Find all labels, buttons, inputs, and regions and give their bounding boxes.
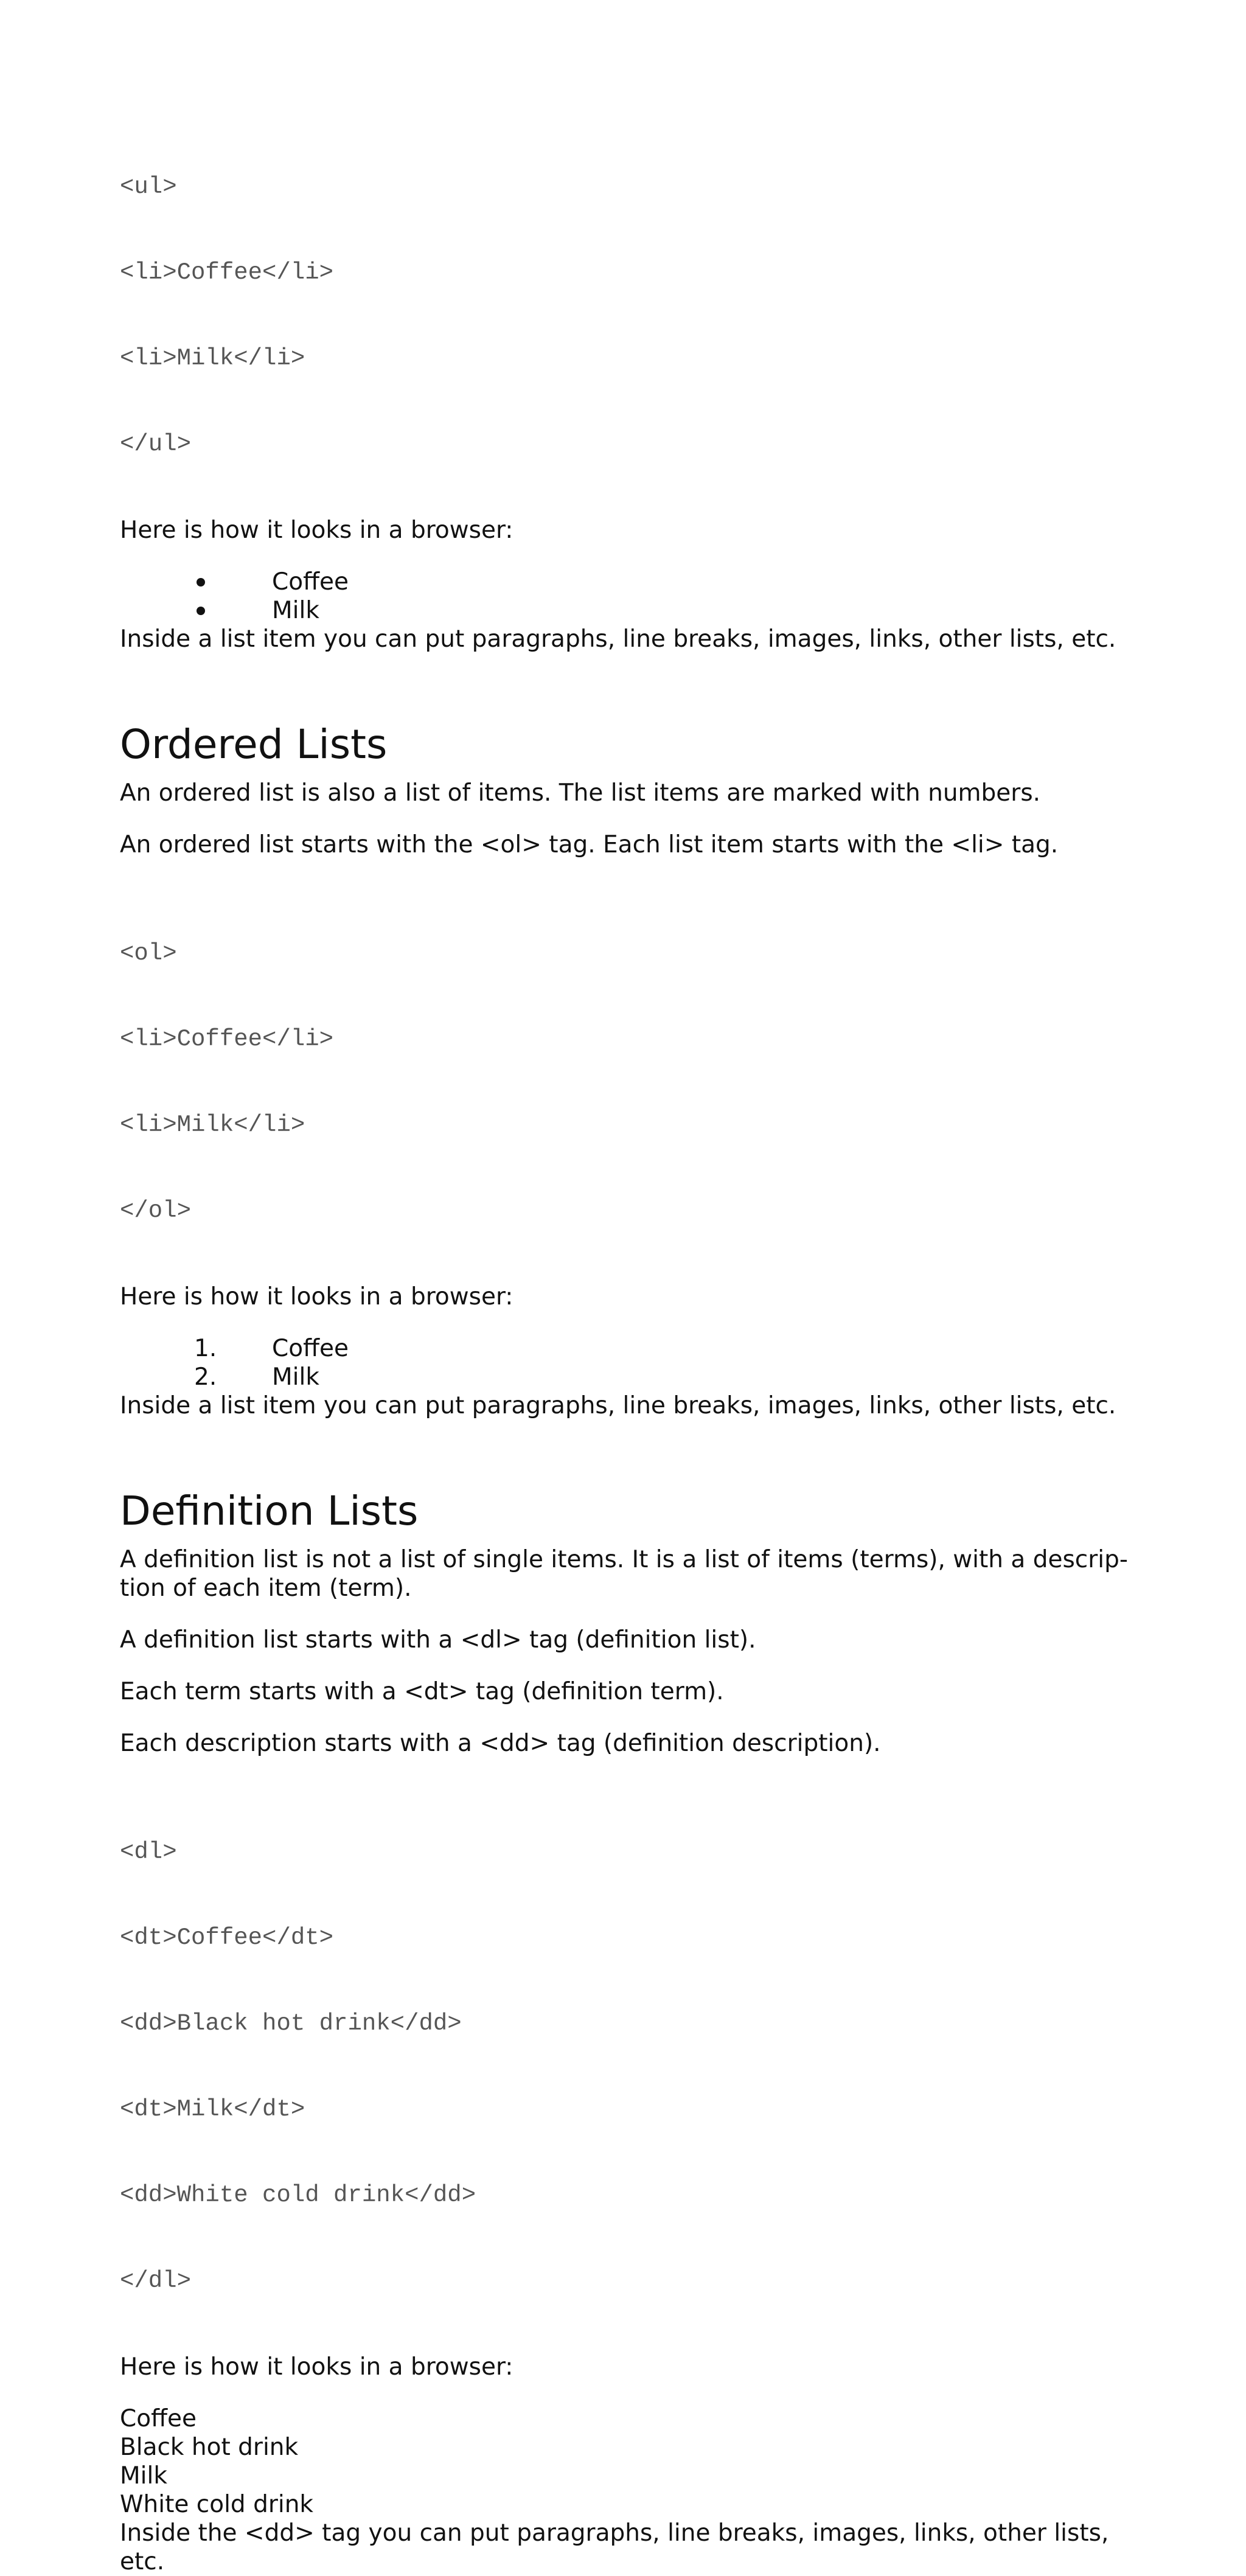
browser-intro: Here is how it looks in a browser: xyxy=(120,2353,513,2381)
list-item-label: Milk xyxy=(272,597,319,624)
browser-intro: Here is how it looks in a browser: xyxy=(120,517,513,544)
list-number: 2. xyxy=(194,1363,217,1391)
paragraph-line: Inside the <dd> tag you can put paragraphs, line breaks, images, links, other lists, xyxy=(120,2519,1109,2547)
paragraph: An ordered list is also a list of items. The list items are marked with numbers. xyxy=(120,779,1041,807)
inside-note: Inside a list item you can put paragraphs, line breaks, images, links, other lists, etc. xyxy=(120,625,1116,653)
list-item xyxy=(120,568,1142,596)
code-line: <dt>Coffee</dt> xyxy=(120,1924,334,1951)
code-line: <dd>Black hot drink</dd> xyxy=(120,2010,462,2037)
definition-description: White cold drink xyxy=(120,2491,314,2518)
definition-term: Milk xyxy=(120,2462,167,2490)
browser-intro: Here is how it looks in a browser: xyxy=(120,1283,513,1311)
definition-description: Black hot drink xyxy=(120,2434,299,2461)
section-heading-definition: Definition Lists xyxy=(120,1488,419,1534)
unordered-list-output xyxy=(120,568,1142,625)
code-line: <dt>Milk</dt> xyxy=(120,2096,305,2123)
ordered-code-block xyxy=(120,882,1142,1283)
list-item xyxy=(120,1363,1142,1391)
code-line: <ol> xyxy=(120,940,177,967)
code-line: <li>Coffee</li> xyxy=(120,1026,334,1053)
definition-term: Coffee xyxy=(120,2405,197,2432)
paragraph: A definition list starts with a <dl> tag (definition list). xyxy=(120,1626,756,1654)
paragraph: An ordered list starts with the <ol> tag. Each list item starts with the <li> tag. xyxy=(120,831,1059,858)
code-line: <li>Milk</li> xyxy=(120,345,305,372)
inside-note xyxy=(120,2519,1142,2576)
code-line: <li>Milk</li> xyxy=(120,1112,305,1138)
paragraph-line: tion of each item (term). xyxy=(120,1575,412,1602)
definition-list-output xyxy=(120,2404,1142,2519)
unordered-code-block xyxy=(120,116,1142,516)
definition-code-block xyxy=(120,1781,1142,2353)
list-number: 1. xyxy=(194,1335,217,1362)
ordered-list-output xyxy=(120,1334,1142,1391)
code-line: </ol> xyxy=(120,1197,192,1224)
document-page xyxy=(120,116,1142,2576)
paragraph: Each term starts with a <dt> tag (definition term). xyxy=(120,1678,724,1705)
code-line: <li>Coffee</li> xyxy=(120,259,334,286)
list-item xyxy=(120,596,1142,625)
list-item xyxy=(120,1334,1142,1363)
list-item-label: Coffee xyxy=(272,568,349,596)
list-item-label: Milk xyxy=(272,1363,319,1391)
paragraph xyxy=(120,1545,1142,1603)
inside-note: Inside a list item you can put paragraphs, line breaks, images, links, other lists, etc. xyxy=(120,1392,1116,1419)
code-line: <dl> xyxy=(120,1839,177,1865)
list-item-label: Coffee xyxy=(272,1335,349,1362)
code-line: <dd>White cold drink</dd> xyxy=(120,2182,476,2209)
code-line: </ul> xyxy=(120,431,192,458)
bullet-icon xyxy=(120,568,272,596)
code-line: </dl> xyxy=(120,2268,192,2294)
bullet-icon xyxy=(120,596,272,625)
paragraph-line: A definition list is not a list of single items. It is a list of items (terms), with a descrip- xyxy=(120,1546,1128,1573)
paragraph-line: etc. xyxy=(120,2548,165,2575)
paragraph: Each description starts with a <dd> tag (definition description). xyxy=(120,1730,881,1757)
code-line: <ul> xyxy=(120,173,177,200)
section-heading-ordered: Ordered Lists xyxy=(120,721,388,768)
